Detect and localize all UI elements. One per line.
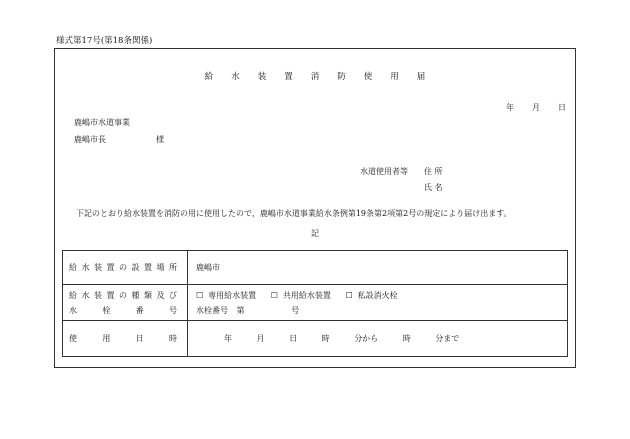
row-use-datetime: [63, 321, 568, 357]
body-text: 下記のとおり給水装置を消防の用に使用したので，鹿嶋市水道事業給水条例第19条第2項第2号の規定により届け出ます。: [76, 209, 512, 218]
use-datetime-value[interactable]: 年 月 日 時 分から 時 分まで: [188, 321, 568, 357]
ki-heading: 記: [311, 229, 319, 238]
installation-location-label: 給 水 装 置 の 設 置 場 所: [63, 251, 188, 285]
use-datetime-label: 使 用 日 時: [63, 321, 188, 357]
detail-table: [62, 250, 568, 357]
row-type-and-hydrant: [63, 285, 568, 321]
checkbox-icon[interactable]: ☐: [345, 290, 353, 300]
row-installation-location: [63, 251, 568, 285]
address-label: 住 所: [424, 167, 443, 176]
checkbox-icon[interactable]: ☐: [196, 290, 204, 300]
option-private-hydrant[interactable]: ☐ 私設消火栓: [345, 290, 398, 300]
form-number: 様式第17号(第18条関係): [56, 36, 153, 46]
hydrant-number[interactable]: 水栓番号 第 号: [196, 305, 300, 315]
date-line: 年 月 日: [506, 103, 566, 112]
form-title: 給 水 装 置 消 防 使 用 届: [204, 72, 426, 82]
option-dedicated[interactable]: ☐ 専用給水装置: [196, 290, 257, 300]
type-hydrant-value: [188, 285, 568, 321]
option-shared[interactable]: ☐ 共用給水装置: [270, 290, 331, 300]
name-label: 氏 名: [424, 183, 443, 192]
recipient-org: 鹿嶋市水道事業: [74, 118, 130, 127]
applicant-label: 水道使用者等: [360, 167, 408, 176]
installation-location-value[interactable]: 鹿嶋市: [188, 251, 568, 285]
recipient-title: 鹿嶋市長: [74, 135, 106, 144]
type-hydrant-label: 給 水 装 置 の 種 類 及 び 水 栓 番 号: [63, 285, 188, 321]
checkbox-icon[interactable]: ☐: [270, 290, 278, 300]
recipient-honorific: 様: [156, 135, 164, 144]
